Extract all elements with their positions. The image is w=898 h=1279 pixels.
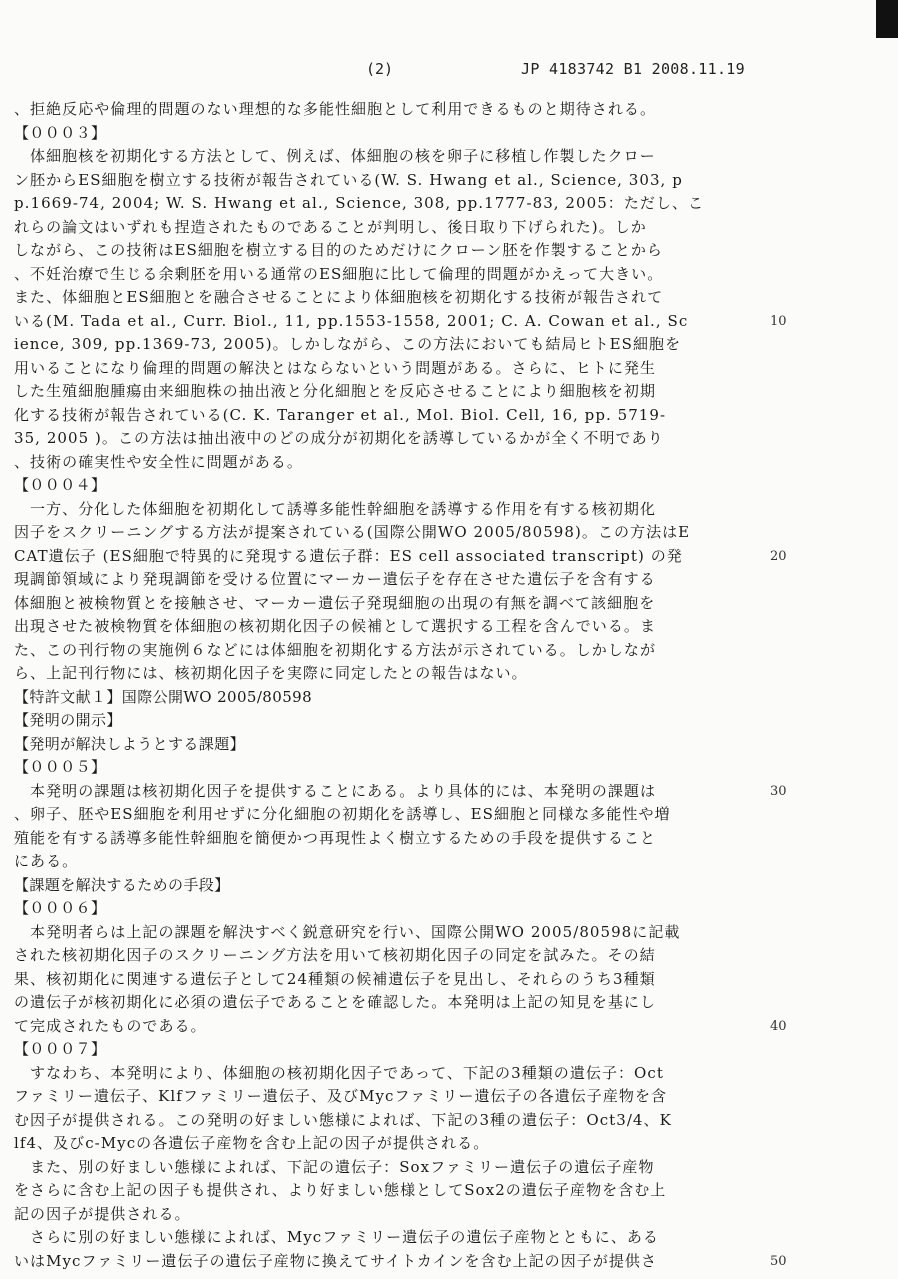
text-line: した生殖細胞腫瘍由来細胞株の抽出液と分化細胞とを反応させることにより細胞核を初期 (14, 382, 657, 400)
text-line: すなわち、本発明により、体細胞の核初期化因子であって、下記の3種類の遺伝子：Oct (14, 1063, 664, 1082)
text-line: 、技術の確実性や安全性に問題がある。 (14, 452, 303, 471)
margin-line-number: 40 (770, 1018, 787, 1034)
text-line: lf4、及びc-Mycの各遺伝子産物を含む上記の因子が提供される。 (14, 1134, 490, 1152)
text-line: む因子が提供される。この発明の好ましい態様によれば、下記の3種の遺伝子：Oct3/4、K (14, 1110, 672, 1129)
text-line: の遺伝子が核初期化に必須の遺伝子であることを確認した。本発明は上記の知見を基にし (14, 993, 657, 1011)
section-heading-line: 【０００６】 (14, 899, 107, 917)
text-line: 、不妊治療で生じる余剰胚を用いる通常のES細胞に比して倫理的問題がかえって大きい。 (14, 264, 664, 283)
margin-line-number: 30 (770, 783, 787, 799)
margin-line-number: 50 (770, 1253, 787, 1269)
text-line: ン胚からES細胞を樹立する技術が報告されている(W. S. Hwang et al., Science, 303, p (14, 170, 683, 189)
text-line: 出現させた被検物質を体細胞の核初期化因子の候補として選択する工程を含んでいる。ま (14, 617, 657, 635)
text-line: さらに別の好ましい態様によれば、Mycファミリー遺伝子の遺伝子産物とともに、ある (14, 1228, 659, 1246)
page-header (0, 60, 898, 82)
text-line: にある。 (14, 852, 79, 870)
scan-edge-mark (876, 0, 898, 38)
section-heading-line: 【特許文献１】国際公開WO 2005/80598 (14, 687, 313, 706)
text-line: また、別の好ましい態様によれば、下記の遺伝子：Soxファミリー遺伝子の遺伝子産物 (14, 1157, 655, 1176)
text-line: p.1669-74, 2004; W. S. Hwang et al., Science, 308, pp.1777-83, 2005：ただし、こ (14, 194, 705, 212)
text-line: 本発明の課題は核初期化因子を提供することにある。より具体的には、本発明の課題は (14, 781, 657, 800)
section-heading-line: 【０００７】 (14, 1040, 107, 1058)
text-line: 一方、分化した体細胞を初期化して誘導多能性幹細胞を誘導する作用を有する核初期化 (14, 499, 657, 518)
text-line: 体細胞と被検物質とを接触させ、マーカー遺伝子発現細胞の出現の有無を調べて該細胞を (14, 593, 656, 612)
text-line: 、卵子、胚やES細胞を利用せずに分化細胞の初期化を誘導し、ES細胞と同様な多能性や増 (14, 805, 671, 823)
text-line: れらの論文はいずれも捏造されたものであることが判明し、後日取り下げられた)。しか (14, 217, 647, 236)
text-line: 35, 2005 )。この方法は抽出液中のどの成分が初期化を誘導しているかが全く不明であり (14, 429, 664, 447)
section-heading-line: 【発明が解決しようとする課題】 (14, 734, 246, 753)
section-heading-line: 【０００５】 (14, 758, 107, 776)
section-heading-line: 【発明の開示】 (14, 711, 122, 729)
margin-line-number: 10 (770, 313, 787, 329)
text-line: 果、核初期化に関連する遺伝子として24種類の候補遺伝子を見出し、それらのうち3種類 (14, 969, 656, 988)
text-line: 現調節領域により発現調節を受ける位置にマーカー遺伝子を存在させた遺伝子を含有する (14, 570, 656, 588)
text-line: いる(M. Tada et al., Curr. Biol., 11, pp.1553-1558, 2001; C. A. Cowan et al., Sc (14, 311, 689, 330)
text-line: いはMycファミリー遺伝子の遺伝子産物に換えてサイトカインを含む上記の因子が提供さ (14, 1251, 658, 1270)
text-line: 、拒絶反応や倫理的問題のない理想的な多能性細胞として利用できるものと期待される。 (14, 100, 657, 118)
margin-line-number: 20 (770, 548, 787, 564)
text-line: しながら、この技術はES細胞を樹立する目的のためだけにクローン胚を作製することから (14, 241, 663, 259)
text-line: 化する技術が報告されている(C. K. Taranger et al., Mol. Biol. Cell, 16, pp. 5719- (14, 405, 667, 424)
body-text (14, 98, 744, 1273)
publication-id: JP 4183742 B1 2008.11.19 (521, 60, 745, 78)
text-line: された核初期化因子のスクリーニング方法を用いて核初期化因子の同定を試みた。その結 (14, 946, 656, 964)
text-line: 体細胞核を初期化する方法として、例えば、体細胞の核を卵子に移植し作製したクロー (14, 147, 656, 165)
text-line: 本発明者らは上記の課題を解決すべく鋭意研究を行い、国際公開WO 2005/80598に記載 (14, 922, 681, 941)
text-line: ファミリー遺伝子、Klfファミリー遺伝子、及びMycファミリー遺伝子の各遺伝子産物を含 (14, 1087, 668, 1105)
text-line: 用いることになり倫理的問題の解決とはならないという問題がある。さらに、ヒトに発生 (14, 358, 657, 377)
text-line: 因子をスクリーニングする方法が提案されている(国際公開WO 2005/80598)。この方法はE (14, 523, 691, 541)
page-number: (2) (366, 60, 394, 78)
section-heading-line: 【０００３】 (14, 123, 107, 142)
section-heading-line: 【課題を解決するための手段】 (14, 875, 230, 894)
text-line: 殖能を有する誘導多能性幹細胞を簡便かつ再現性よく樹立するための手段を提供すること (14, 828, 657, 847)
text-line: ience, 309, pp.1369-73, 2005)。しかしながら、この方法においても結局ヒトES細胞を (14, 335, 682, 353)
text-line: また、体細胞とES細胞とを融合させることにより体細胞核を初期化する技術が報告されて (14, 288, 664, 306)
text-line: た、この刊行物の実施例６などには体細胞を初期化する方法が示されている。しかしなが (14, 640, 657, 659)
section-heading-line: 【０００４】 (14, 476, 107, 494)
text-line: 記の因子が提供される。 (14, 1204, 191, 1223)
text-line: CAT遺伝子 (ES細胞で特異的に発現する遺伝子群：ES cell associated transcript) の発 (14, 546, 683, 565)
text-line: て完成されたものである。 (14, 1016, 207, 1035)
text-line: ら、上記刊行物には、核初期化因子を実際に同定したとの報告はない。 (14, 664, 528, 682)
text-line: をさらに含む上記の因子も提供され、より好ましい態様としてSox2の遺伝子産物を含む上 (14, 1181, 667, 1199)
